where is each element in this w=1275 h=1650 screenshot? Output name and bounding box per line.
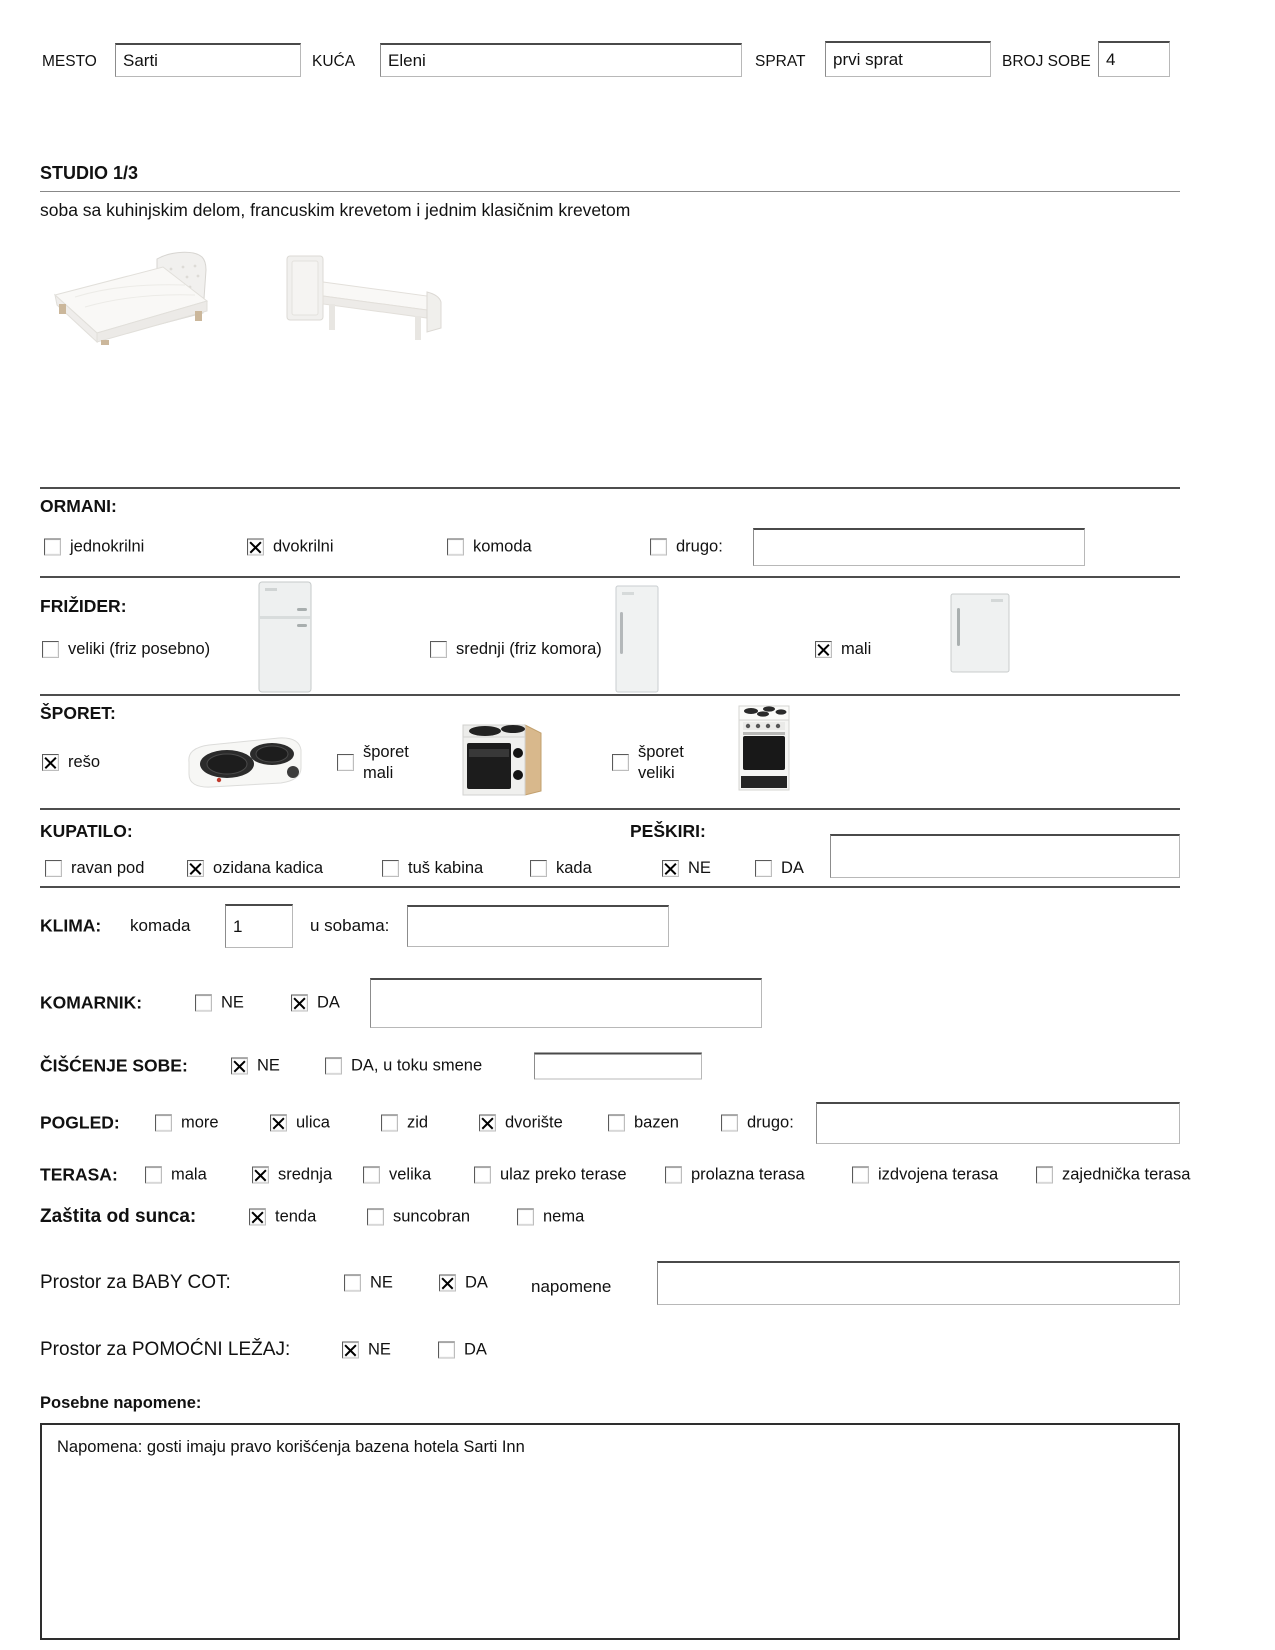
frizider-section — [40, 580, 1180, 696]
option-label: jednokrilni — [70, 537, 145, 556]
checkbox-frizider-veliki[interactable] — [42, 641, 59, 658]
frizider-heading: FRIŽIDER: — [40, 596, 127, 616]
option-frizider-srednji — [430, 640, 602, 659]
fridge-large-image — [255, 580, 315, 696]
option-zid — [381, 1114, 428, 1133]
option-peskiri-da — [755, 859, 804, 878]
broj-sobe-label: BROJ SOBE — [1002, 53, 1091, 70]
option-label: rešo — [68, 753, 101, 771]
option-label: veliki (friz posebno) — [68, 640, 211, 658]
option-label: mali — [841, 640, 872, 658]
option-label: zid — [407, 1113, 429, 1132]
option-komoda — [447, 538, 532, 557]
option-jednokrilni — [44, 538, 144, 557]
option-suncobran — [367, 1208, 470, 1227]
checkbox-zid[interactable] — [381, 1115, 398, 1132]
hotplate-image — [175, 728, 310, 792]
option-label: mala — [171, 1165, 207, 1184]
option-label: DA — [317, 993, 340, 1012]
option-label: ravan pod — [71, 859, 145, 877]
option-label: ulaz preko terase — [500, 1165, 627, 1184]
checkbox-kada[interactable] — [530, 860, 547, 877]
option-label: suncobran — [393, 1207, 471, 1226]
zastita-row — [40, 1202, 1180, 1232]
option-label: more — [181, 1113, 219, 1132]
kuca-input[interactable] — [380, 43, 742, 77]
pomocni-row — [40, 1335, 1180, 1365]
option-label: DA — [781, 859, 804, 877]
checkbox-suncobran[interactable] — [367, 1209, 384, 1226]
mesto-label: MESTO — [42, 53, 97, 70]
option-label: DA — [464, 1340, 487, 1359]
checkbox-peskiri-ne[interactable] — [662, 860, 679, 877]
option-more — [155, 1114, 219, 1133]
studio-title: STUDIO 1/3 — [40, 163, 139, 183]
option-label: NE — [370, 1273, 393, 1292]
checkbox-zajednicka-terasa[interactable] — [1036, 1167, 1053, 1184]
checkbox-reso[interactable] — [42, 754, 59, 771]
section-divider — [40, 694, 1180, 696]
checkbox-ozidana-kadica[interactable] — [187, 860, 204, 877]
checkbox-pomocni-da[interactable] — [438, 1342, 455, 1359]
option-label: nema — [543, 1207, 585, 1226]
section-divider — [40, 487, 1180, 489]
checkbox-ciscenje-ne[interactable] — [231, 1058, 248, 1075]
option-zajednicka-terasa — [1036, 1166, 1190, 1185]
peskiri-heading: PEŠKIRI: — [630, 821, 706, 841]
checkbox-velika[interactable] — [363, 1167, 380, 1184]
option-label: drugo: — [676, 537, 723, 556]
posebne-napomene-box[interactable] — [40, 1423, 1180, 1640]
option-label: komoda — [473, 537, 532, 556]
single-bed-image — [277, 252, 445, 342]
mesto-input[interactable] — [115, 43, 301, 77]
terasa-row — [40, 1160, 1191, 1190]
option-label: NE — [257, 1056, 280, 1075]
checkbox-babycot-da[interactable] — [439, 1275, 456, 1292]
checkbox-komarnik-ne[interactable] — [195, 995, 212, 1012]
option-ravan-pod — [45, 859, 144, 878]
sporet-section — [40, 697, 1180, 805]
ciscenje-row — [40, 1050, 1180, 1082]
option-nema — [517, 1208, 584, 1227]
checkbox-babycot-ne[interactable] — [344, 1275, 361, 1292]
section-divider — [40, 576, 1180, 578]
klima-row — [40, 903, 1180, 949]
option-label: šporet veliki — [638, 743, 684, 782]
option-velika — [363, 1166, 431, 1185]
option-izdvojena-terasa — [852, 1166, 998, 1185]
option-label: srednji (friz komora) — [456, 640, 602, 658]
checkbox-ormani-drugo[interactable] — [650, 539, 667, 556]
option-label: velika — [389, 1165, 432, 1184]
studio-description: soba sa kuhinjskim delom, francuskim krevetom i jednim klasičnim krevetom — [40, 200, 631, 220]
checkbox-bazen[interactable] — [608, 1115, 625, 1132]
option-sporet-mali — [337, 742, 435, 783]
option-label: DA, u toku smene — [351, 1056, 483, 1075]
pogled-row — [40, 1102, 1180, 1144]
checkbox-ravan-pod[interactable] — [45, 860, 62, 877]
pogled-drugo-input[interactable] — [816, 1102, 1180, 1144]
option-label: DA — [465, 1273, 488, 1292]
option-komarnik-da — [291, 994, 340, 1013]
option-label: NE — [688, 859, 711, 877]
option-frizider-mali — [815, 640, 871, 659]
ormani-row — [40, 527, 1180, 567]
option-label: drugo: — [747, 1113, 794, 1132]
checkbox-sporet-mali[interactable] — [337, 754, 354, 771]
option-label: ozidana kadica — [213, 859, 324, 877]
option-sporet-veliki — [612, 742, 710, 783]
kupatilo-section — [40, 811, 1180, 886]
ciscenje-heading: ČIŠĆENJE SOBE: — [40, 1055, 188, 1076]
option-dvoriste — [479, 1114, 563, 1133]
option-pogled-drugo — [721, 1114, 794, 1133]
sporet-heading: ŠPORET: — [40, 703, 116, 723]
section-divider — [40, 886, 1180, 888]
option-label: prolazna terasa — [691, 1165, 805, 1184]
checkbox-prolazna-terasa[interactable] — [665, 1167, 682, 1184]
checkbox-peskiri-da[interactable] — [755, 860, 772, 877]
option-label: izdvojena terasa — [878, 1165, 999, 1184]
checkbox-nema[interactable] — [517, 1209, 534, 1226]
broj-sobe-input[interactable] — [1098, 41, 1170, 77]
option-babycot-ne — [344, 1274, 393, 1293]
title-divider — [40, 191, 1180, 192]
posebne-napomene-text: Napomena: gosti imaju pravo korišćenja bazena hotela Sarti Inn — [57, 1438, 525, 1456]
komada-input[interactable] — [225, 904, 293, 948]
kuca-label: KUĆA — [312, 53, 356, 70]
option-label: bazen — [634, 1113, 679, 1132]
pomocni-heading: Prostor za POMOĆNI LEŽAJ: — [40, 1339, 291, 1360]
pogled-heading: POGLED: — [40, 1112, 120, 1133]
checkbox-more[interactable] — [155, 1115, 172, 1132]
u-sobama-input[interactable] — [407, 905, 669, 947]
u-sobama-label: u sobama: — [310, 916, 390, 935]
babycot-heading: Prostor za BABY COT: — [40, 1272, 231, 1293]
checkbox-tenda[interactable] — [249, 1209, 266, 1226]
option-tus-kabina — [382, 859, 483, 878]
option-komarnik-ne — [195, 994, 244, 1013]
option-label: NE — [221, 993, 244, 1012]
checkbox-sporet-veliki[interactable] — [612, 754, 629, 771]
option-label: tuš kabina — [408, 859, 484, 877]
fridge-medium-image — [610, 584, 664, 696]
ormani-drugo-input[interactable] — [753, 528, 1085, 566]
checkbox-komoda[interactable] — [447, 539, 464, 556]
option-label: tenda — [275, 1207, 317, 1226]
option-kada — [530, 859, 592, 878]
checkbox-srednja[interactable] — [252, 1167, 269, 1184]
checkbox-frizider-srednji[interactable] — [430, 641, 447, 658]
checkbox-izdvojena-terasa[interactable] — [852, 1167, 869, 1184]
option-pomocni-ne — [342, 1341, 391, 1360]
option-label: dvokrilni — [273, 537, 334, 556]
checkbox-tus-kabina[interactable] — [382, 860, 399, 877]
option-babycot-da — [439, 1274, 488, 1293]
peskiri-input[interactable] — [830, 834, 1180, 878]
option-ciscenje-ne — [231, 1057, 280, 1076]
option-bazen — [608, 1114, 679, 1133]
option-prolazna-terasa — [665, 1166, 805, 1185]
option-srednja — [252, 1166, 332, 1185]
option-peskiri-ne — [662, 859, 711, 878]
babycot-napomene-input[interactable] — [657, 1261, 1180, 1305]
option-reso — [42, 753, 100, 772]
stove-image — [735, 702, 793, 798]
option-label: dvorište — [505, 1113, 563, 1132]
option-ulica — [270, 1114, 330, 1133]
checkbox-ciscenje-da[interactable] — [325, 1058, 342, 1075]
fridge-small-image — [945, 590, 1015, 676]
option-label: kada — [556, 859, 592, 877]
posebne-heading: Posebne napomene: — [40, 1394, 202, 1412]
option-label: srednja — [278, 1165, 333, 1184]
komarnik-heading: KOMARNIK: — [40, 992, 143, 1013]
checkbox-mala[interactable] — [145, 1167, 162, 1184]
ormani-heading: ORMANI: — [40, 496, 117, 516]
checkbox-ulaz-preko-terase[interactable] — [474, 1167, 491, 1184]
checkbox-jednokrilni[interactable] — [44, 539, 61, 556]
babycot-row — [40, 1261, 1180, 1305]
ciscenje-input[interactable] — [534, 1053, 702, 1080]
checkbox-pomocni-ne[interactable] — [342, 1342, 359, 1359]
header-row — [40, 45, 1180, 79]
option-ciscenje-da — [325, 1057, 482, 1076]
checkbox-frizider-mali[interactable] — [815, 641, 832, 658]
option-label: šporet mali — [363, 743, 409, 782]
checkbox-komarnik-da[interactable] — [291, 995, 308, 1012]
option-ozidana-kadica — [187, 859, 323, 878]
double-bed-image — [45, 245, 240, 345]
checkbox-pogled-drugo[interactable] — [721, 1115, 738, 1132]
kupatilo-heading: KUPATILO: — [40, 821, 133, 841]
option-ormani-drugo — [650, 538, 723, 557]
checkbox-ulica[interactable] — [270, 1115, 287, 1132]
komarnik-row — [40, 978, 1180, 1028]
checkbox-dvoriste[interactable] — [479, 1115, 496, 1132]
option-dvokrilni — [247, 538, 334, 557]
option-pomocni-da — [438, 1341, 487, 1360]
option-frizider-veliki — [42, 640, 210, 659]
sprat-label: SPRAT — [755, 53, 806, 70]
option-label: zajednička terasa — [1062, 1165, 1191, 1184]
option-label: ulica — [296, 1113, 330, 1132]
option-ulaz-preko-terase — [474, 1166, 627, 1185]
napomene-label: napomene — [531, 1277, 612, 1296]
sprat-input[interactable] — [825, 41, 991, 77]
komada-label: komada — [130, 916, 191, 935]
option-label: NE — [368, 1340, 391, 1359]
option-mala — [145, 1166, 207, 1185]
checkbox-dvokrilni[interactable] — [247, 539, 264, 556]
mini-oven-image — [455, 719, 547, 797]
komarnik-input[interactable] — [370, 978, 762, 1028]
klima-heading: KLIMA: — [40, 915, 102, 936]
terasa-heading: TERASA: — [40, 1164, 118, 1185]
zastita-heading: Zaštita od sunca: — [40, 1206, 197, 1227]
section-divider — [40, 808, 1180, 810]
option-tenda — [249, 1208, 316, 1227]
